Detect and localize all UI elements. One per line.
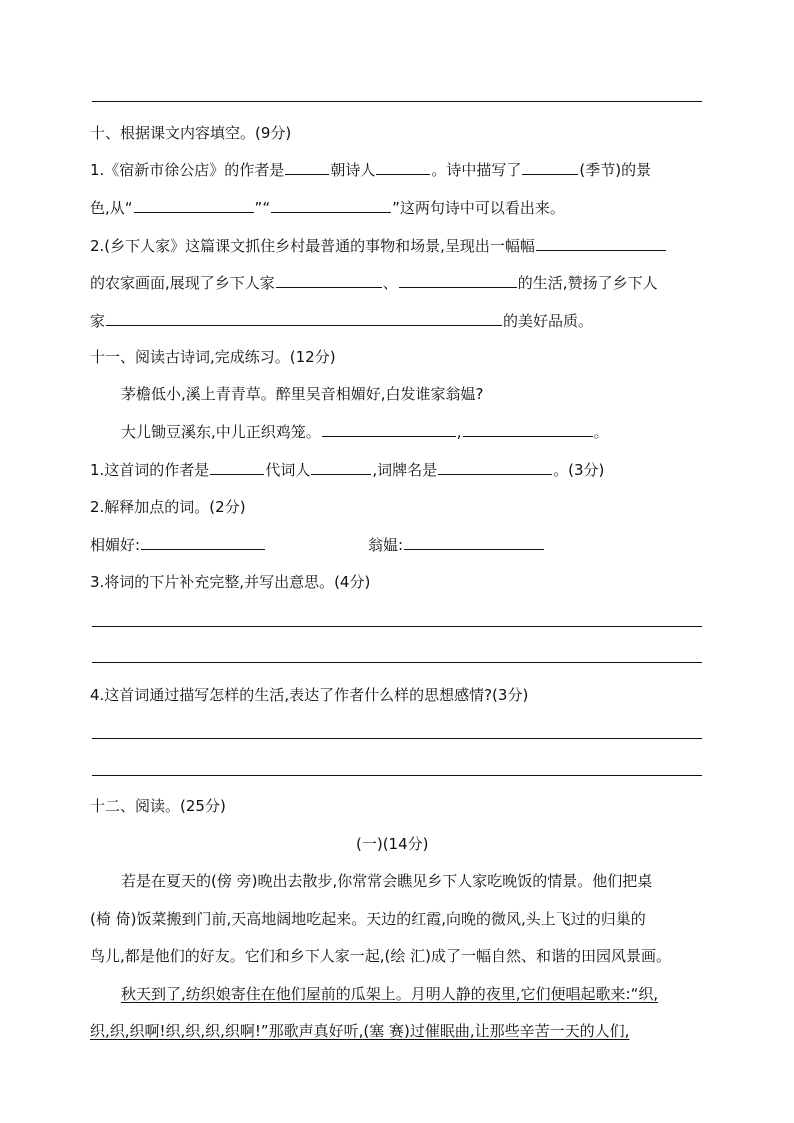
reading-subtitle: (一)(14分): [356, 835, 429, 853]
q11-word-1: [90, 535, 266, 555]
q10-text: 、: [382, 274, 398, 292]
passage-line: (椅 倚)饭菜搬到门前,天高地阔地吃起来。天边的红霞,向晚的微风,头上飞过的归巢的: [90, 910, 646, 928]
q10-item2-line2: [90, 273, 658, 293]
passage-line: 鸟儿,都是他们的好友。它们和乡下人家一起,(绘 汇)成了一幅自然、和谐的田园风景画。: [90, 947, 672, 965]
fill-blank[interactable]: [463, 422, 593, 437]
poem-text: 大儿锄豆溪东,中儿正织鸡笼。: [121, 423, 321, 441]
passage-line-underlined: 秋天到了,纺织娘寄住在他们屋前的瓜架上。月明人静的夜里,它们便唱起歌来:“织,: [121, 985, 659, 1003]
q10-text: ”这两句诗中可以看出来。: [392, 199, 565, 217]
fill-blank[interactable]: [311, 460, 371, 475]
fill-blank[interactable]: [438, 460, 552, 475]
q10-text: 。诗中描写了: [431, 161, 522, 179]
word-label: 翁媪:: [368, 536, 404, 554]
fill-blank[interactable]: [536, 236, 666, 251]
q10-text: 2.(乡下人家》这篇课文抓住乡村最普通的事物和场景,呈现出一幅幅: [90, 237, 535, 255]
word-label: 相媚好:: [90, 536, 141, 554]
q10-item2-line1: [90, 236, 667, 256]
fill-blank[interactable]: [399, 273, 517, 288]
fill-blank[interactable]: [141, 535, 265, 550]
q11-text: ,词牌名是: [372, 461, 438, 479]
q11-text: 。(3分): [553, 461, 605, 479]
q11-text: 代词人: [265, 461, 311, 479]
q10-text: 色,从“: [90, 199, 133, 217]
fill-blank[interactable]: [404, 535, 544, 550]
poem-text: ,: [456, 423, 462, 441]
q10-text: 1.《宿新市徐公店》的作者是: [90, 161, 285, 179]
q11-item1: [90, 460, 604, 480]
poem-text: 。: [593, 423, 609, 441]
q11-item3: 3.将词的下片补充完整,并写出意思。(4分): [90, 573, 371, 591]
q10-text: (季节)的景: [579, 161, 652, 179]
fill-blank[interactable]: [106, 311, 502, 326]
poem-line-2: [121, 422, 609, 442]
poem-line-1: 茅檐低小,溪上青青草。醉里吴音相媚好,白发谁家翁媪?: [121, 385, 484, 403]
answer-line[interactable]: [92, 775, 702, 776]
q11-item2: 2.解释加点的词。(2分): [90, 498, 246, 516]
q10-text: 朝诗人: [330, 161, 376, 179]
answer-line[interactable]: [92, 662, 702, 663]
q10-text: 的农家画面,展现了乡下人家: [90, 274, 275, 292]
q11-item4: 4.这首词通过描写怎样的生活,表达了作者什么样的思想感情?(3分): [90, 686, 529, 704]
answer-line[interactable]: [92, 738, 702, 739]
fill-blank[interactable]: [210, 460, 264, 475]
fill-blank[interactable]: [522, 160, 578, 175]
q10-text: ”“: [254, 199, 271, 217]
q10-text: 的美好品质。: [503, 312, 594, 330]
section-twelve-title: 十二、阅读。(25分): [90, 797, 226, 815]
fill-blank[interactable]: [322, 422, 456, 437]
q10-item2-line3: [90, 311, 593, 331]
section-ten-title: 十、根据课文内容填空。(9分): [90, 124, 292, 142]
answer-line[interactable]: [92, 626, 702, 627]
q11-text: 1.这首词的作者是: [90, 461, 210, 479]
answer-line-top: [92, 101, 702, 102]
q10-text: 的生活,赞扬了乡下人: [517, 274, 658, 292]
q10-item1-line1: [90, 160, 651, 180]
q10-item1-line2: [90, 198, 565, 218]
fill-blank[interactable]: [376, 160, 430, 175]
passage-line: 若是在夏天的(傍 旁)晚出去散步,你常常会瞧见乡下人家吃晚饭的情景。他们把桌: [121, 872, 653, 890]
section-eleven-title: 十一、阅读古诗词,完成练习。(12分): [90, 348, 336, 366]
fill-blank[interactable]: [271, 198, 391, 213]
fill-blank[interactable]: [134, 198, 254, 213]
fill-blank[interactable]: [285, 160, 329, 175]
fill-blank[interactable]: [276, 273, 382, 288]
q10-text: 家: [90, 312, 106, 330]
passage-line-underlined: 织,织,织啊!织,织,织,织啊!”那歌声真好听,(塞 赛)过催眠曲,让那些辛苦一天的人们,: [90, 1022, 630, 1040]
q11-word-2: [368, 535, 545, 555]
